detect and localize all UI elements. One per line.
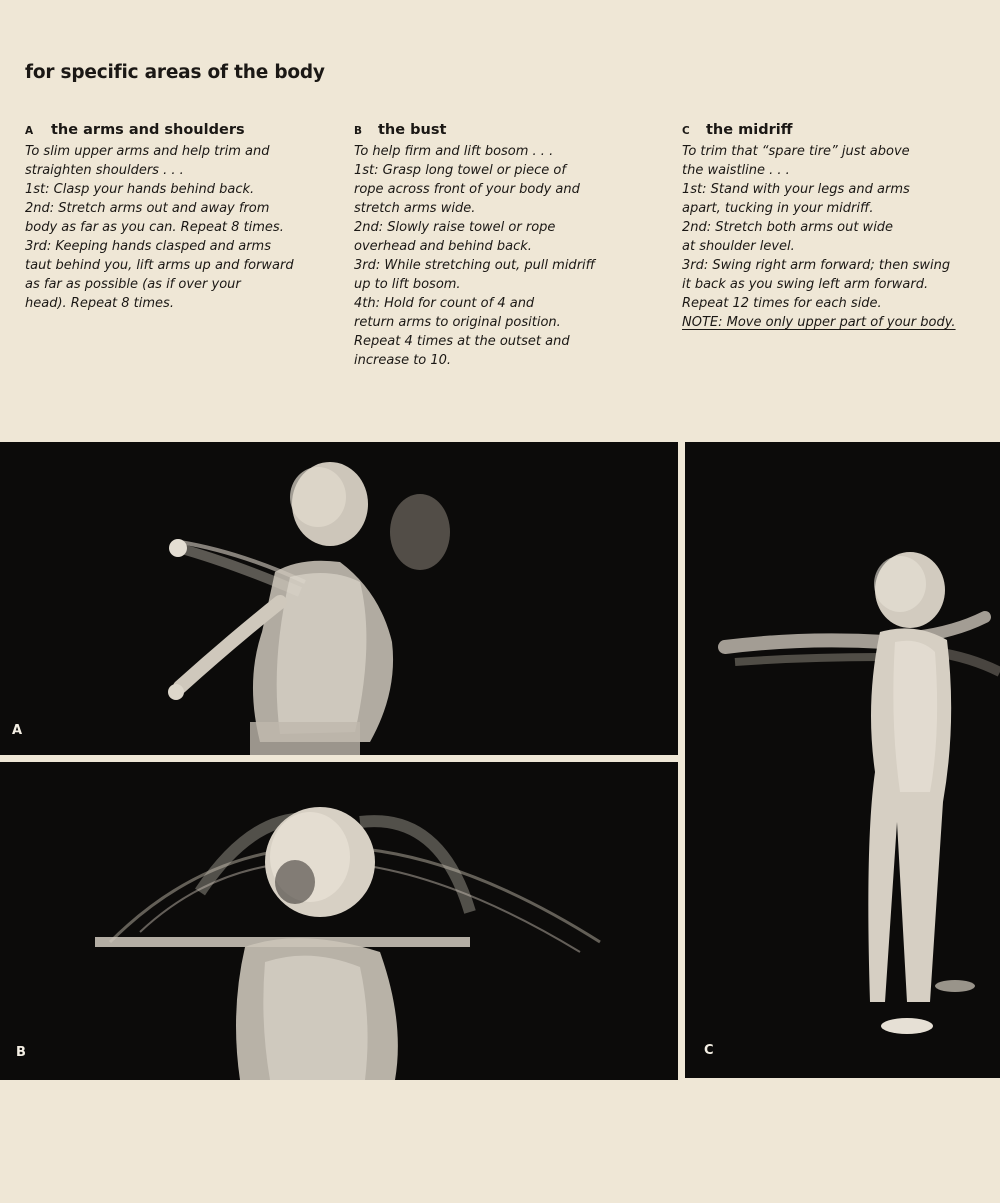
instruction-line: 1st: Stand with your legs and arms bbox=[682, 182, 910, 197]
instruction-line: rope across front of your body and bbox=[354, 182, 580, 197]
instruction-line: as far as possible (as if over your bbox=[25, 277, 241, 292]
instruction-line: taut behind you, lift arms up and forward bbox=[25, 258, 294, 273]
instruction-line: head). Repeat 8 times. bbox=[25, 296, 174, 311]
instruction-line: the waistline . . . bbox=[682, 163, 790, 178]
section-heading bbox=[25, 121, 325, 140]
section-bust bbox=[354, 121, 654, 370]
instruction-line: To help firm and lift bosom . . . bbox=[354, 144, 554, 159]
instruction-line: To slim upper arms and help trim and bbox=[25, 144, 270, 159]
photo-a bbox=[0, 442, 678, 755]
instruction-line: straighten shoulders . . . bbox=[25, 163, 184, 178]
instruction-line: 3rd: Keeping hands clasped and arms bbox=[25, 239, 271, 254]
section-title: the midriff bbox=[706, 122, 793, 138]
section-midriff bbox=[682, 121, 982, 332]
page-title: for specific areas of the body bbox=[25, 62, 325, 83]
photo-label: B bbox=[16, 1045, 26, 1060]
photo-label: A bbox=[12, 723, 23, 738]
photo-b-figure bbox=[0, 762, 678, 1080]
photo-label: C bbox=[704, 1043, 714, 1058]
instruction-line: To trim that “spare tire” just above bbox=[682, 144, 910, 159]
instruction-line: 1st: Clasp your hands behind back. bbox=[25, 182, 255, 197]
instruction-line: it back as you swing left arm forward. bbox=[682, 277, 929, 292]
instruction-line: body as far as you can. Repeat 8 times. bbox=[25, 220, 284, 235]
photo-c bbox=[685, 442, 1000, 1078]
photo-a-figure bbox=[0, 442, 678, 755]
instruction-line: stretch arms wide. bbox=[354, 201, 476, 216]
instruction-line: Repeat 4 times at the outset and bbox=[354, 334, 570, 349]
instruction-line: 2nd: Stretch both arms out wide bbox=[682, 220, 894, 235]
photo-c-figure bbox=[685, 442, 1000, 1078]
instruction-line: overhead and behind back. bbox=[354, 239, 532, 254]
section-heading bbox=[354, 121, 654, 140]
section-letter: B bbox=[354, 125, 363, 137]
instruction-line: apart, tucking in your midriff. bbox=[682, 201, 874, 216]
instruction-line: 3rd: While stretching out, pull midriff bbox=[354, 258, 596, 273]
section-title: the arms and shoulders bbox=[51, 122, 245, 138]
instruction-line: up to lift bosom. bbox=[354, 277, 461, 292]
section-heading bbox=[682, 121, 982, 140]
instruction-line: 2nd: Stretch arms out and away from bbox=[25, 201, 270, 216]
note-line: NOTE: Move only upper part of your body. bbox=[682, 315, 956, 330]
instruction-line: 3rd: Swing right arm forward; then swing bbox=[682, 258, 951, 273]
section-letter: A bbox=[25, 125, 34, 137]
instruction-line: increase to 10. bbox=[354, 353, 452, 368]
section-letter: C bbox=[682, 125, 690, 137]
instruction-line: Repeat 12 times for each side. bbox=[682, 296, 882, 311]
instruction-line: 4th: Hold for count of 4 and bbox=[354, 296, 535, 311]
instruction-line: at shoulder level. bbox=[682, 239, 795, 254]
section-title: the bust bbox=[378, 122, 447, 138]
photo-b bbox=[0, 762, 678, 1080]
instruction-line: return arms to original position. bbox=[354, 315, 561, 330]
instruction-line: 2nd: Slowly raise towel or rope bbox=[354, 220, 556, 235]
section-arms-shoulders bbox=[25, 121, 325, 313]
instruction-line: 1st: Grasp long towel or piece of bbox=[354, 163, 566, 178]
